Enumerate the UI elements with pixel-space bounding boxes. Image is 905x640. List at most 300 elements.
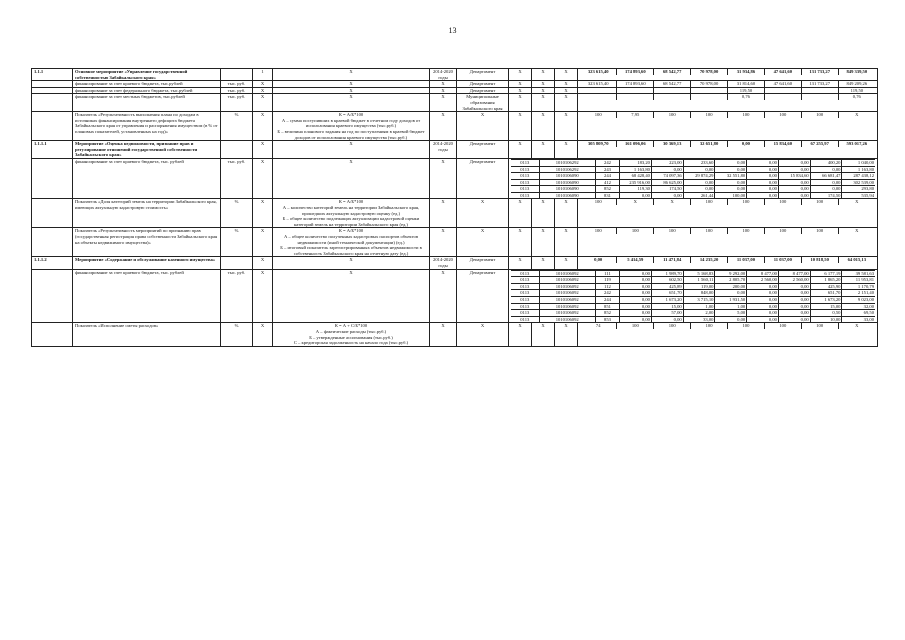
unit-cell: тыс. руб. [221, 87, 253, 94]
year-value-cell [654, 94, 691, 100]
formula-cell: X [273, 158, 430, 199]
amount-cell: 0,00 [620, 316, 652, 322]
budget-code-cell: 1010106292 [539, 159, 595, 166]
budget-code-cell: 853 [595, 316, 619, 322]
budget-code-cell: 1010106092 [539, 270, 595, 277]
budget-code-cell: 244 [595, 296, 619, 303]
code-cell: X [509, 94, 532, 112]
period-cell: 2014-2020 годы [430, 257, 457, 269]
amount-cell: 5 168,83 [683, 270, 715, 277]
amount-cell: 0,00 [747, 296, 779, 303]
executor-cell: X [457, 228, 509, 257]
year-value-cell [691, 94, 728, 100]
amount-cell: 1 865,20 [810, 277, 842, 284]
amount-cell: 0,00 [747, 186, 779, 193]
row-number-cell [32, 112, 73, 141]
code-cell: X [555, 69, 578, 81]
table-row [32, 94, 878, 112]
formula-cell: К = А/Б*100 А – количество категорий земель на территории Забайкальского края, прошедших актуальную кадастровую оценку (ед.) Б – общее количество подлежащих актуализации кадастровой оценки категорий земель на территории Забайкальского края (ед.) [273, 199, 430, 228]
table-row [32, 158, 878, 199]
amount-cell: 15 834,60 [778, 173, 810, 180]
table-row [32, 69, 878, 81]
year-value-cell: 11 471,84 [654, 257, 691, 263]
code-cell: X [532, 199, 555, 228]
amount-cell: 8 477,00 [778, 270, 810, 277]
code-cell: X [509, 87, 532, 94]
amount-cell: 0,00 [778, 179, 810, 186]
budget-code-cell: 111 [595, 270, 619, 277]
year-value-cell: 15 834,60 [764, 141, 801, 147]
amount-cell: 0,00 [778, 283, 810, 290]
amount-cell: 174,50 [651, 186, 683, 193]
year-value-cell: 5 414,59 [617, 257, 654, 263]
amount-cell: 0,00 [778, 316, 810, 322]
year-value-cell [764, 88, 801, 94]
code-cell: X [532, 112, 555, 141]
amount-cell: 0,00 [778, 303, 810, 310]
code-cell: X [509, 323, 532, 346]
table-row [32, 199, 878, 228]
amount-cell: 1 560,11 [683, 277, 715, 284]
row-name-cell: Показатель «Результативность выполнения плана по доходам в источниках финансирования внутреннего дефицита бюджета Забайкальского края от управления и распоряжения имуществом (в % от плановых показателей, установленных на год)» [73, 112, 221, 141]
weight-cell: 1 [253, 69, 273, 81]
year-value-cell: 7,95 [617, 112, 654, 118]
code-cell: X [532, 69, 555, 81]
table-row [32, 257, 878, 269]
year-value-cell [764, 94, 801, 100]
year-value-cell [617, 88, 654, 94]
amount-cell: 0,00 [747, 159, 779, 166]
year-value-cell [580, 88, 617, 94]
budget-code-cell: 1010106090 [539, 186, 595, 193]
year-value-cell: 100 [580, 112, 617, 118]
budget-code-cell: 0113 [511, 192, 539, 198]
amount-cell: 0,00 [778, 290, 810, 297]
year-value-cell: 0,00 [728, 141, 765, 147]
executor-cell: X [457, 199, 509, 228]
amount-cell: 8 477,00 [747, 270, 779, 277]
amount-cell: 15,00 [810, 303, 842, 310]
year-value-cell: 161 096,06 [617, 141, 654, 147]
unit-cell: % [221, 228, 253, 257]
amount-cell: 3 715,10 [683, 296, 715, 303]
amount-cell: 0,00 [747, 166, 779, 173]
formula-cell: X [273, 87, 430, 94]
yearly-values [578, 112, 878, 141]
amount-cell: 1 170,79 [842, 283, 875, 290]
weight-cell: X [253, 199, 273, 228]
amount-cell: 293,80 [842, 186, 875, 193]
amount-cell: 1 673,20 [810, 296, 842, 303]
budget-code-row [511, 316, 875, 322]
amount-cell: 0,00 [620, 303, 652, 310]
amount-cell: 39 581,63 [842, 270, 875, 277]
year-value-cell: 67 255,97 [801, 141, 838, 147]
year-value-cell: 119,50 [728, 88, 765, 94]
period-cell: X [430, 199, 457, 228]
unit-cell [221, 69, 253, 81]
budget-code-row [511, 159, 875, 166]
row-number-cell: 1.1.1 [32, 69, 73, 81]
formula-cell: К = А/Б*100 А – общее количество полученных кадастровых паспортов объектов недвижимости (иной технической документации) (ед.) Б – итоговый показатель зарегистрированных объектов недвижимости в собственность Забайкальского края на отчетную дату (ед.) [273, 228, 430, 257]
row-name-cell: финансирование за счет местных бюджетов, тыс.рублей [73, 94, 221, 112]
budget-code-row [511, 179, 875, 186]
period-cell: X [430, 112, 457, 141]
budget-code-cell: 1010106092 [539, 296, 595, 303]
budget-code-cell: 1010106090 [539, 179, 595, 186]
amount-cell: 602,50 [651, 277, 683, 284]
amount-cell: 535,94 [842, 192, 875, 198]
weight-cell: X [253, 141, 273, 159]
code-cell: X [555, 228, 578, 257]
yearly-values [578, 94, 878, 112]
amount-cell: 848,00 [683, 290, 715, 297]
amount-cell: 1 163,80 [842, 166, 875, 173]
amount-cell: 0,00 [620, 192, 652, 198]
row-name-cell: Мероприятие «Содержание и обслуживание казенного имущества» [73, 257, 221, 269]
amount-cell: 0,00 [778, 159, 810, 166]
amount-cell: 1 040,00 [842, 159, 875, 166]
period-cell: X [430, 228, 457, 257]
amount-cell: 223,00 [651, 159, 683, 166]
amount-cell: 2 560,00 [778, 277, 810, 284]
year-value-cell: 100 [728, 199, 765, 205]
yearly-values [578, 81, 878, 88]
amount-cell: 0,50 [810, 310, 842, 317]
amount-cell: 1,00 [715, 303, 747, 310]
amount-cell: 0,00 [778, 192, 810, 198]
total-value-cell: 119,50 [838, 88, 875, 94]
budget-code-cell: 243 [595, 166, 619, 173]
amount-cell: 0,00 [778, 166, 810, 173]
row-name-cell: финансирование за счет федерального бюджета, тыс.рублей [73, 87, 221, 94]
weight-cell: X [253, 87, 273, 94]
code-cell: X [532, 323, 555, 346]
amount-cell: 0,00 [747, 283, 779, 290]
amount-cell: 15,00 [651, 303, 683, 310]
amount-cell: 0,00 [651, 192, 683, 198]
year-value-cell: 323 615,40 [580, 81, 617, 87]
unit-cell: тыс. руб. [221, 269, 253, 323]
total-value-cell: 849 209,26 [838, 81, 875, 87]
amount-cell: 0,00 [747, 310, 779, 317]
period-cell: 2014-2020 годы [430, 69, 457, 81]
total-value-cell: 64 015,13 [838, 257, 875, 263]
budget-code-cell: 0113 [511, 186, 539, 193]
budget-code-row [511, 166, 875, 173]
year-value-cell: 131 733,27 [801, 69, 838, 75]
amount-cell: 425,90 [810, 283, 842, 290]
amount-cell: 1 989,70 [651, 270, 683, 277]
year-value-cell: 100 [728, 228, 765, 234]
budget-code-cell: 1010106092 [539, 290, 595, 297]
code-cell: X [555, 323, 578, 346]
amount-cell: 0,00 [715, 166, 747, 173]
code-cell: X [509, 141, 532, 159]
year-value-cell: 100 [801, 112, 838, 118]
amount-cell: 2 151,40 [842, 290, 875, 297]
year-value-cell: 323 615,40 [580, 69, 617, 75]
period-cell: X [430, 158, 457, 199]
year-value-cell: 100 [580, 199, 617, 205]
amount-cell: 66 681,47 [810, 173, 842, 180]
executor-cell: Департамент [457, 81, 509, 88]
amount-cell: 10,00 [810, 316, 842, 322]
amount-cell: 0,00 [810, 186, 842, 193]
year-value-cell: 100 [654, 112, 691, 118]
amount-cell: 0,00 [747, 192, 779, 198]
row-number-cell [32, 94, 73, 112]
weight-cell: X [253, 269, 273, 323]
program-table [31, 68, 878, 347]
weight-cell: X [253, 112, 273, 141]
code-cell: X [509, 112, 532, 141]
unit-cell [221, 257, 253, 269]
budget-code-cell: 242 [595, 159, 619, 166]
year-value-cell: 68 542,77 [654, 69, 691, 75]
year-value-cell: 131 733,27 [801, 81, 838, 87]
year-value-cell: 100 [764, 112, 801, 118]
budget-code-row [511, 303, 875, 310]
unit-cell: % [221, 323, 253, 346]
amount-cell: 0,00 [747, 303, 779, 310]
budget-code-row [511, 283, 875, 290]
amount-cell: 0,00 [747, 179, 779, 186]
table-row [32, 81, 878, 88]
budget-code-cell: 1010106092 [539, 303, 595, 310]
year-value-cell: 47 641,60 [764, 81, 801, 87]
budget-codes-subtable [509, 158, 878, 199]
year-value-cell: 74 [580, 323, 617, 329]
amount-cell: 0,00 [620, 277, 652, 284]
executor-cell: Департамент [457, 69, 509, 81]
year-value-cell: 100 [764, 199, 801, 205]
amount-cell: 0,00 [810, 179, 842, 186]
code-cell: X [509, 199, 532, 228]
yearly-values [578, 323, 878, 346]
year-value-cell: 100 [801, 323, 838, 329]
budget-code-cell: 119 [595, 277, 619, 284]
executor-cell: Департамент [457, 158, 509, 199]
year-value-cell: 31 814,60 [728, 81, 765, 87]
year-value-cell [617, 94, 654, 100]
yearly-values [578, 257, 878, 269]
row-number-cell [32, 199, 73, 228]
year-value-cell: 100 [654, 228, 691, 234]
formula-cell: X [273, 141, 430, 159]
code-cell: X [509, 69, 532, 81]
executor-cell: X [457, 323, 509, 346]
budget-code-row [511, 186, 875, 193]
code-cell: X [555, 94, 578, 112]
code-cell: X [532, 141, 555, 159]
amount-cell: 651,70 [810, 290, 842, 297]
year-value-cell: 100 [728, 323, 765, 329]
amount-cell: 1 673,20 [651, 296, 683, 303]
budget-code-cell: 1010106090 [539, 192, 595, 198]
amount-cell: 0,00 [683, 166, 715, 173]
amount-cell: 2 560,00 [747, 277, 779, 284]
formula-cell: X [273, 257, 430, 269]
code-cell: X [509, 81, 532, 88]
amount-cell: 57,00 [651, 310, 683, 317]
code-cell: X [555, 112, 578, 141]
budget-code-cell: 852 [595, 186, 619, 193]
amount-cell: 0,00 [715, 290, 747, 297]
amount-cell: 0,00 [620, 290, 652, 297]
budget-code-cell: 1010106090 [539, 173, 595, 180]
executor-cell: Департамент [457, 87, 509, 94]
row-number-cell [32, 87, 73, 94]
yearly-values [578, 87, 878, 94]
row-name-cell: финансирование за счет краевого бюджета, тыс.рублей [73, 81, 221, 88]
amount-cell: 6 177,19 [810, 270, 842, 277]
amount-cell: 183,20 [620, 159, 652, 166]
amount-cell: 0,00 [683, 186, 715, 193]
amount-cell: 651,70 [651, 290, 683, 297]
amount-cell: 0,00 [778, 186, 810, 193]
formula-cell: X [273, 69, 430, 81]
code-cell: X [532, 87, 555, 94]
year-value-cell: 174 893,60 [617, 69, 654, 75]
formula-cell: К = А + С/Б*100 А – фактические расходы (тыс.руб.) Б – утвержденные ассигнования (тыс.руб.) С – кредиторская задолженность на начало года (тыс.руб.) [273, 323, 430, 346]
row-number-cell [32, 158, 73, 199]
amount-cell: 5,00 [715, 310, 747, 317]
budget-code-row [511, 277, 875, 284]
weight-cell: X [253, 323, 273, 346]
budget-code-cell: 0113 [511, 303, 539, 310]
year-value-cell: 68 542,77 [654, 81, 691, 87]
amount-cell: 0,00 [620, 310, 652, 317]
amount-cell: 69,50 [842, 310, 875, 317]
weight-cell: X [253, 228, 273, 257]
table-row [32, 323, 878, 346]
code-cell: X [532, 228, 555, 257]
year-value-cell: 70 978,00 [691, 69, 728, 75]
budget-code-cell: 0113 [511, 316, 539, 322]
budget-code-cell: 852 [595, 310, 619, 317]
year-value-cell: 100 [654, 323, 691, 329]
code-cell: X [555, 199, 578, 228]
year-value-cell: 305 809,70 [580, 141, 617, 147]
amount-cell: 0,00 [715, 159, 747, 166]
amount-cell: 0,00 [620, 270, 652, 277]
amount-cell: 1 931,50 [715, 296, 747, 303]
amount-cell: 0,00 [778, 310, 810, 317]
budget-code-cell: 1010106092 [539, 310, 595, 317]
amount-cell: 9 292,00 [715, 270, 747, 277]
yearly-values [578, 69, 878, 81]
unit-cell: тыс. руб. [221, 94, 253, 112]
year-value-cell: 100 [580, 228, 617, 234]
row-number-cell [32, 228, 73, 257]
year-value-cell: 11 037,00 [728, 257, 765, 263]
period-cell: X [430, 87, 457, 94]
year-value-cell: 30 369,13 [654, 141, 691, 147]
budget-code-cell: 0113 [511, 283, 539, 290]
amount-cell: 86 625,00 [651, 179, 683, 186]
executor-cell: Департамент [457, 141, 509, 159]
budget-code-cell: 412 [595, 179, 619, 186]
unit-cell: тыс. руб. [221, 81, 253, 88]
amount-cell: 0,00 [651, 166, 683, 173]
budget-code-row [511, 173, 875, 180]
total-value-cell: 593 017,26 [838, 141, 875, 147]
year-value-cell: 10 818,50 [801, 257, 838, 263]
table-row [32, 269, 878, 323]
row-number-cell [32, 269, 73, 323]
period-cell: X [430, 94, 457, 112]
year-value-cell: 100 [691, 199, 728, 205]
period-cell: 2014-2020 годы [430, 141, 457, 159]
total-value-cell: X [838, 228, 875, 234]
budget-code-cell: 1010106092 [539, 277, 595, 284]
year-value-cell: 70 978,00 [691, 81, 728, 87]
budget-code-cell: 1010106092 [539, 283, 595, 290]
amount-cell: 174,50 [810, 192, 842, 198]
amount-cell: 235 916,00 [620, 179, 652, 186]
budget-code-cell: 1010106292 [539, 166, 595, 173]
code-cell: X [509, 228, 532, 257]
row-name-cell: Основное мероприятие «Управление государственной собственностью Забайкальского края» [73, 69, 221, 81]
year-value-cell: X [617, 199, 654, 205]
budget-code-cell: 0113 [511, 270, 539, 277]
year-value-cell: 100 [801, 228, 838, 234]
amount-cell: 11 953,81 [842, 277, 875, 284]
unit-cell: тыс. руб. [221, 158, 253, 199]
row-name-cell: финансирование за счет краевого бюджета, тыс. рублей [73, 269, 221, 323]
year-value-cell [691, 88, 728, 94]
budget-code-cell: 0113 [511, 179, 539, 186]
executor-cell: X [457, 112, 509, 141]
total-value-cell: X [838, 112, 875, 118]
amount-cell: 0,00 [810, 166, 842, 173]
budget-code-cell: 242 [595, 290, 619, 297]
year-value-cell [654, 88, 691, 94]
row-name-cell: финансирование за счет краевого бюджета, тыс. рублей [73, 158, 221, 199]
row-name-cell: Показатель «Доля категорий земель на территории Забайкальского края, имеющих актуальную кадастровую стоимость» [73, 199, 221, 228]
code-cell: X [555, 81, 578, 88]
budget-code-cell: 244 [595, 173, 619, 180]
year-value-cell: 100 [728, 112, 765, 118]
budget-code-cell: 112 [595, 283, 619, 290]
table-row [32, 141, 878, 159]
budget-code-cell: 0113 [511, 159, 539, 166]
amount-cell: 119,00 [683, 283, 715, 290]
code-cell: X [532, 94, 555, 112]
code-cell: X [555, 141, 578, 159]
year-value-cell: 100 [691, 112, 728, 118]
table-row [32, 228, 878, 257]
year-value-cell: 100 [617, 228, 654, 234]
table-row [32, 112, 878, 141]
amount-cell: 233,60 [683, 159, 715, 166]
code-cell: X [532, 257, 555, 269]
amount-cell: 68 428,40 [620, 173, 652, 180]
period-cell: X [430, 269, 457, 323]
weight-cell: X [253, 158, 273, 199]
amount-cell: 0,00 [715, 316, 747, 322]
amount-cell: 2 805,70 [715, 277, 747, 284]
amount-cell: 400,20 [810, 159, 842, 166]
amount-cell: 0,00 [747, 290, 779, 297]
executor-cell: Муниципальные образования Забайкальского края [457, 94, 509, 112]
year-value-cell: 174 893,60 [617, 81, 654, 87]
budget-code-cell: 0113 [511, 173, 539, 180]
amount-cell: 74 097,36 [651, 173, 683, 180]
yearly-values [578, 228, 878, 257]
budget-code-row [511, 296, 875, 303]
